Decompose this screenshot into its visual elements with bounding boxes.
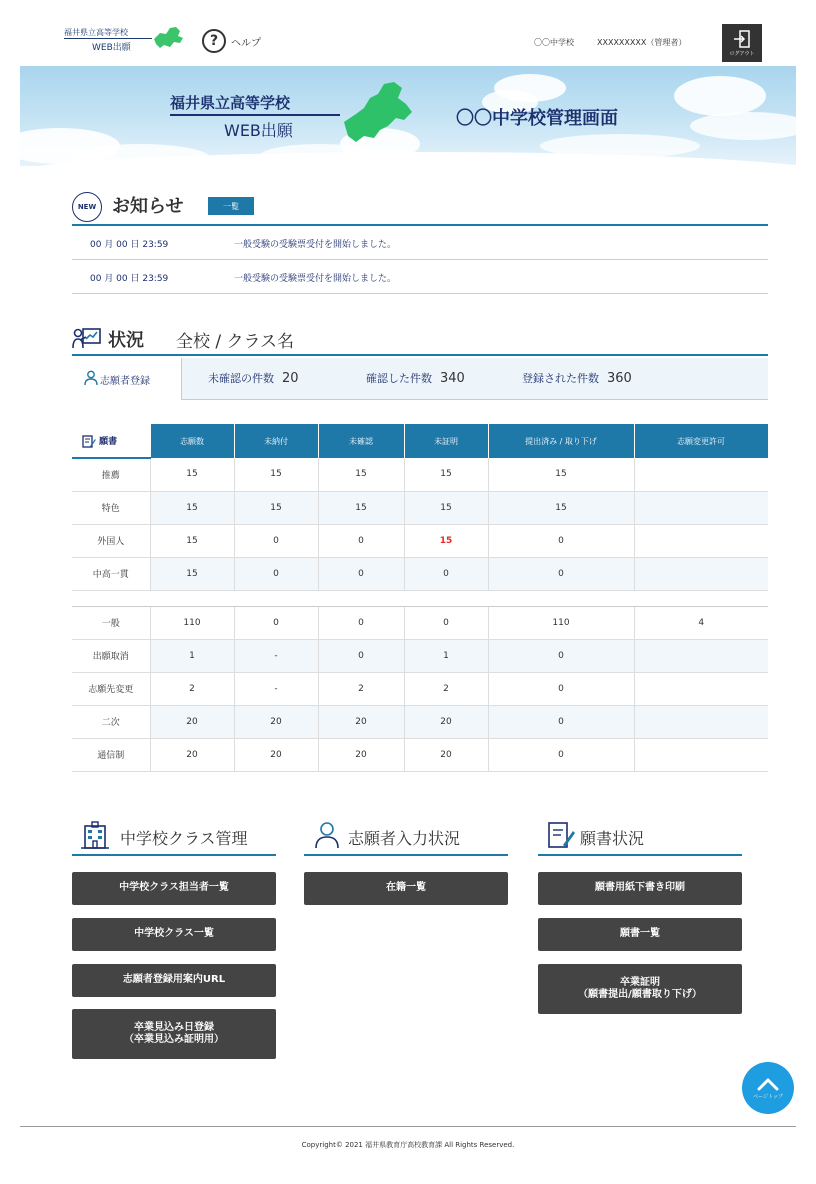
graduation-certificate-button[interactable]: 卒業証明 （願書提出/願書取り下げ）	[538, 964, 742, 1014]
row-label: 中高一貫	[72, 557, 150, 590]
column-header: 提出済み / 取り下げ	[488, 424, 634, 458]
table-cell[interactable]: 0	[488, 705, 634, 738]
table-cell[interactable]: 110	[150, 606, 234, 639]
status-section-header	[72, 322, 768, 356]
hero-banner	[20, 66, 796, 166]
fukui-map-icon	[152, 25, 186, 51]
column-header: 未証明	[404, 424, 488, 458]
news-message: 一般受験の受験票受付を開始しました。	[234, 240, 397, 250]
table-cell[interactable]: 2	[404, 672, 488, 705]
separator-cell	[72, 590, 768, 606]
table-cell[interactable]: 4	[634, 606, 768, 639]
confirmed-value: 340	[440, 371, 465, 386]
table-cell[interactable]: 20	[150, 705, 234, 738]
news-item[interactable]	[72, 226, 768, 260]
registered-label: 登録された件数	[522, 372, 599, 385]
user-name: XXXXXXXXX（管理者）	[597, 38, 687, 47]
table-cell[interactable]: 0	[234, 557, 318, 590]
table-cell[interactable]: 15	[318, 491, 404, 524]
print-draft-button[interactable]: 願書用紙下書き印刷	[538, 872, 742, 905]
registration-summary	[72, 358, 768, 400]
hero-logo-underline	[170, 114, 340, 116]
table-cell[interactable]: 20	[404, 738, 488, 771]
application-status-header	[538, 812, 742, 856]
application-table	[72, 424, 769, 772]
application-form-icon	[546, 820, 576, 850]
unconfirmed-count	[208, 370, 299, 386]
help-icon: ?	[202, 29, 226, 53]
table-cell[interactable]: 20	[234, 705, 318, 738]
row-label: 特色	[72, 491, 150, 524]
table-cell	[634, 557, 768, 590]
header-logo-line2: WEB出願	[92, 43, 131, 53]
table-cell	[634, 738, 768, 771]
table-cell[interactable]: 20	[234, 738, 318, 771]
header-logo-line1: 福井県立高等学校	[64, 28, 128, 37]
hero-logo-line1: 福井県立高等学校	[170, 94, 291, 112]
column-header: 志願変更許可	[634, 424, 768, 458]
table-cell[interactable]: 15	[318, 458, 404, 491]
page-top-label: ページトップ	[753, 1093, 783, 1100]
column-header: 未納付	[234, 424, 318, 458]
unconfirmed-value: 20	[282, 371, 299, 386]
school-name: 〇〇中学校	[534, 38, 574, 47]
table-cell[interactable]: 0	[488, 672, 634, 705]
logout-icon	[734, 30, 750, 48]
footer-divider	[20, 1126, 796, 1127]
table-cell[interactable]: 15	[404, 458, 488, 491]
table-cell[interactable]: 2	[318, 672, 404, 705]
confirmed-count	[366, 370, 465, 386]
table-cell[interactable]: 20	[150, 738, 234, 771]
table-cell[interactable]: 0	[318, 524, 404, 557]
column-header: 未確認	[318, 424, 404, 458]
table-cell[interactable]: 0	[318, 639, 404, 672]
table-separator	[72, 590, 768, 606]
news-message: 一般受験の受験票受付を開始しました。	[234, 274, 397, 284]
class-teacher-list-button[interactable]: 中学校クラス担当者一覧	[72, 872, 276, 905]
applicant-input-header	[304, 812, 508, 856]
column-header: 志願数	[150, 424, 234, 458]
page-title: 〇〇中学校管理画面	[456, 108, 618, 129]
table-row	[72, 738, 768, 771]
status-scope: 全校 / クラス名	[176, 332, 295, 352]
table-row	[72, 491, 768, 524]
school-building-icon	[80, 820, 110, 850]
class-management-header	[72, 812, 276, 856]
help-label: ヘルプ	[231, 37, 261, 49]
table-cell[interactable]: 15	[150, 491, 234, 524]
table-cell[interactable]: 0	[404, 606, 488, 639]
news-date: 00 月 00 日 23:59	[90, 274, 169, 284]
table-cell[interactable]: 0	[488, 738, 634, 771]
person-icon	[312, 820, 342, 850]
table-row	[72, 606, 768, 639]
table-row	[72, 672, 768, 705]
table-cell-alert[interactable]: 15	[404, 524, 488, 557]
table-cell[interactable]: 1	[150, 639, 234, 672]
table-cell: -	[234, 672, 318, 705]
header-logo-underline	[64, 38, 152, 39]
footer-copyright: Copyright© 2021 福井県教育庁高校教育課 All Rights Reserved.	[301, 1141, 515, 1149]
table-cell[interactable]: 20	[318, 705, 404, 738]
registration-label: 志願者登録	[100, 376, 150, 387]
table-header-row	[72, 424, 768, 458]
registration-guide-url-button[interactable]: 志願者登録用案内URL	[72, 964, 276, 997]
registration-label-box	[72, 358, 182, 400]
row-label: 推薦	[72, 458, 150, 491]
table-cell	[634, 524, 768, 557]
table-cell[interactable]: 0	[234, 524, 318, 557]
page-top-button[interactable]	[742, 1062, 794, 1114]
table-cell	[634, 705, 768, 738]
row-label: 出願取消	[72, 639, 150, 672]
teacher-board-icon	[72, 326, 102, 350]
news-heading: お知らせ	[112, 196, 184, 217]
row-label: 通信制	[72, 738, 150, 771]
unconfirmed-label: 未確認の件数	[208, 372, 274, 385]
person-icon	[84, 370, 98, 386]
registered-value: 360	[607, 371, 632, 386]
table-cell[interactable]: 15	[234, 491, 318, 524]
enrollment-list-button[interactable]: 在籍一覧	[304, 872, 508, 905]
news-item[interactable]	[72, 260, 768, 294]
table-cell[interactable]: 0	[234, 606, 318, 639]
news-section-header	[72, 190, 768, 226]
table-row	[72, 705, 768, 738]
table-cell[interactable]: 15	[150, 458, 234, 491]
table-cell[interactable]: 20	[318, 738, 404, 771]
logout-button[interactable]	[722, 24, 762, 62]
table-cell	[634, 639, 768, 672]
table-cell[interactable]: 0	[318, 557, 404, 590]
table-cell: -	[234, 639, 318, 672]
graduation-date-registration-button[interactable]: 卒業見込み日登録 （卒業見込み証明用）	[72, 1009, 276, 1059]
row-label: 外国人	[72, 524, 150, 557]
table-cell	[634, 672, 768, 705]
table-cell	[634, 458, 768, 491]
table-row	[72, 557, 768, 590]
hero-logo-line2: WEB出願	[224, 121, 293, 140]
application-form-icon	[82, 435, 96, 448]
fukui-map-icon	[340, 78, 416, 154]
table-cell[interactable]: 15	[488, 458, 634, 491]
table-cell[interactable]: 15	[150, 557, 234, 590]
logout-label: ログアウト	[729, 50, 755, 57]
news-list-button[interactable]: 一覧	[208, 197, 254, 215]
table-cell[interactable]: 0	[488, 639, 634, 672]
chevron-up-icon	[757, 1077, 779, 1091]
table-cell[interactable]: 15	[404, 491, 488, 524]
hero-logo	[170, 92, 410, 156]
table-cell[interactable]: 2	[150, 672, 234, 705]
table-cell	[634, 491, 768, 524]
row-label: 志願先変更	[72, 672, 150, 705]
header-logo[interactable]	[64, 27, 184, 63]
table-row	[72, 524, 768, 557]
registered-count	[522, 370, 632, 386]
table-cell[interactable]: 15	[234, 458, 318, 491]
table-row	[72, 639, 768, 672]
confirmed-label: 確認した件数	[366, 372, 432, 385]
table-corner-header	[72, 424, 150, 458]
table-cell[interactable]: 20	[404, 705, 488, 738]
applicant-input-title: 志願者入力状況	[348, 829, 461, 848]
class-management-title: 中学校クラス管理	[120, 829, 248, 848]
class-list-button[interactable]: 中学校クラス一覧	[72, 918, 276, 951]
help-link[interactable]	[202, 28, 261, 54]
table-corner-label: 願書	[99, 436, 118, 447]
row-label: 一般	[72, 606, 150, 639]
table-cell[interactable]: 1	[404, 639, 488, 672]
status-heading: 状況	[108, 330, 144, 351]
news-date: 00 月 00 日 23:59	[90, 240, 169, 250]
table-cell[interactable]: 110	[488, 606, 634, 639]
table-cell[interactable]: 0	[488, 524, 634, 557]
row-label: 二次	[72, 705, 150, 738]
application-list-button[interactable]: 願書一覧	[538, 918, 742, 951]
table-cell[interactable]: 0	[318, 606, 404, 639]
new-badge-icon: NEW	[72, 192, 102, 222]
table-row	[72, 458, 768, 491]
table-cell[interactable]: 0	[404, 557, 488, 590]
table-cell[interactable]: 15	[150, 524, 234, 557]
application-status-title: 願書状況	[580, 829, 645, 848]
table-cell[interactable]: 15	[488, 491, 634, 524]
top-bar	[0, 0, 816, 64]
table-cell[interactable]: 0	[488, 557, 634, 590]
